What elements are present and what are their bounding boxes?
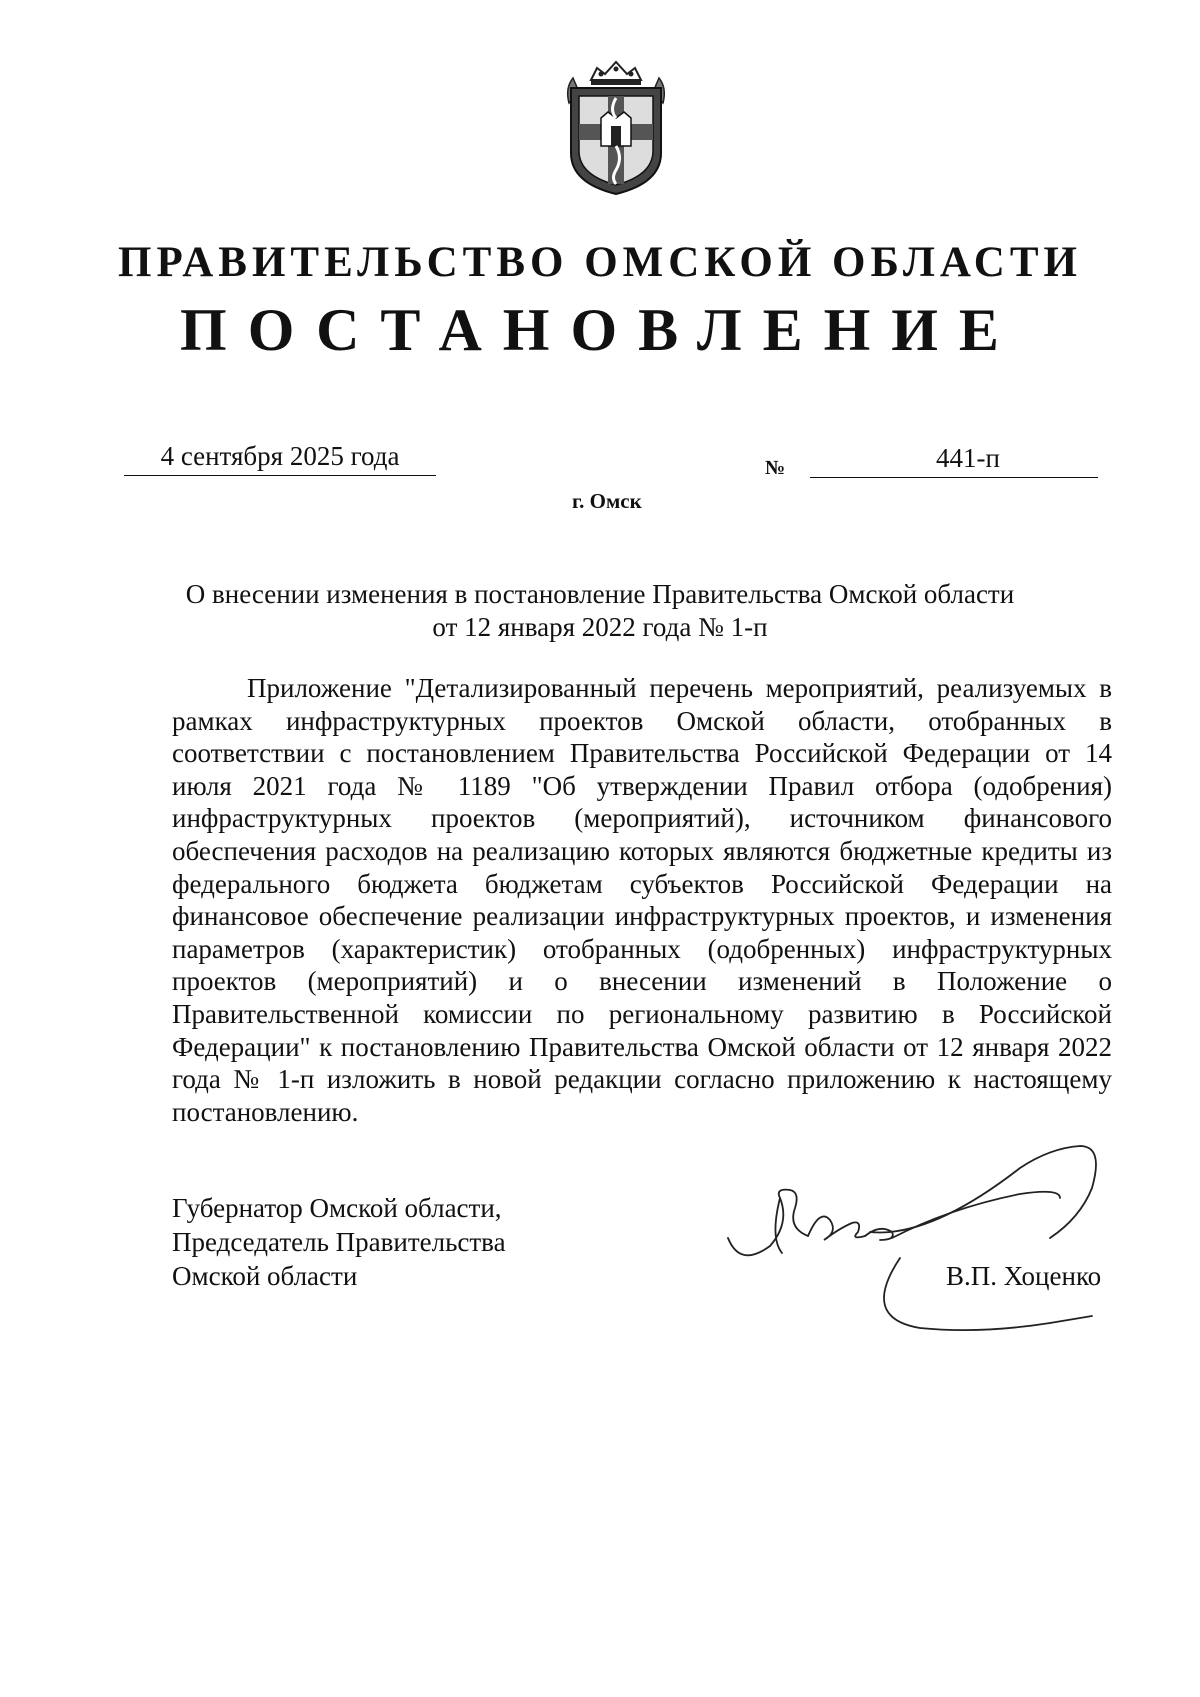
document-number: 441-п [936, 443, 1000, 473]
body-paragraph: Приложение "Детализированный перечень мероприятий, реализуемых в рамках инфраструктурных проектов Омской области, отобранных в соответствии с постановлением Правительства Российской Федерации от 14 июля 2021 года № 1189 "Об утверждении Правил отбора (одобрения) инфраструктурных проектов (мероприятий), источником финансового обеспечения расходов на реализацию которых являются бюджетные кредиты из федерального бюджета бюджетам субъектов Российской Федерации на финансовое обеспечение реализации инфраструктурных проектов, и изменения параметров (характеристик) отобранных (одобренных) инфраструктурных проектов (мероприятий) и о внесении изменений в Положение о Правительственной комиссии по региональному развитию в Российской Федерации" к постановлению Правительства Омской области от 12 января 2022 года № 1-п изложить в новой редакции согласно приложению к настоящему постановлению. [172, 673, 1112, 1127]
number-label: № [765, 457, 786, 479]
subject-line-2: от 12 января 2022 года № 1-п [432, 612, 768, 642]
coat-of-arms-icon [561, 58, 671, 198]
signer-position-line-3: Омской области [172, 1261, 358, 1291]
document-subject [100, 578, 1100, 644]
document-city: г. Омск [572, 489, 642, 513]
signer-position-line-1: Губернатор Омской области, [172, 1193, 502, 1223]
signer-name: В.П. Хоценко [946, 1261, 1102, 1291]
document-type-title: ПОСТАНОВЛЕНИЕ [180, 297, 1020, 363]
handwritten-signature [720, 1128, 1120, 1348]
document-number-field [810, 442, 1098, 478]
signer-position [172, 1191, 506, 1293]
government-title: ПРАВИТЕЛЬСТВО ОМСКОЙ ОБЛАСТИ [118, 239, 1082, 286]
subject-line-1: О внесении изменения в постановление Правительства Омской области [185, 579, 1015, 609]
signer-position-line-2: Председатель Правительства [172, 1227, 506, 1257]
document-date: 4 сентября 2025 года [124, 440, 436, 476]
